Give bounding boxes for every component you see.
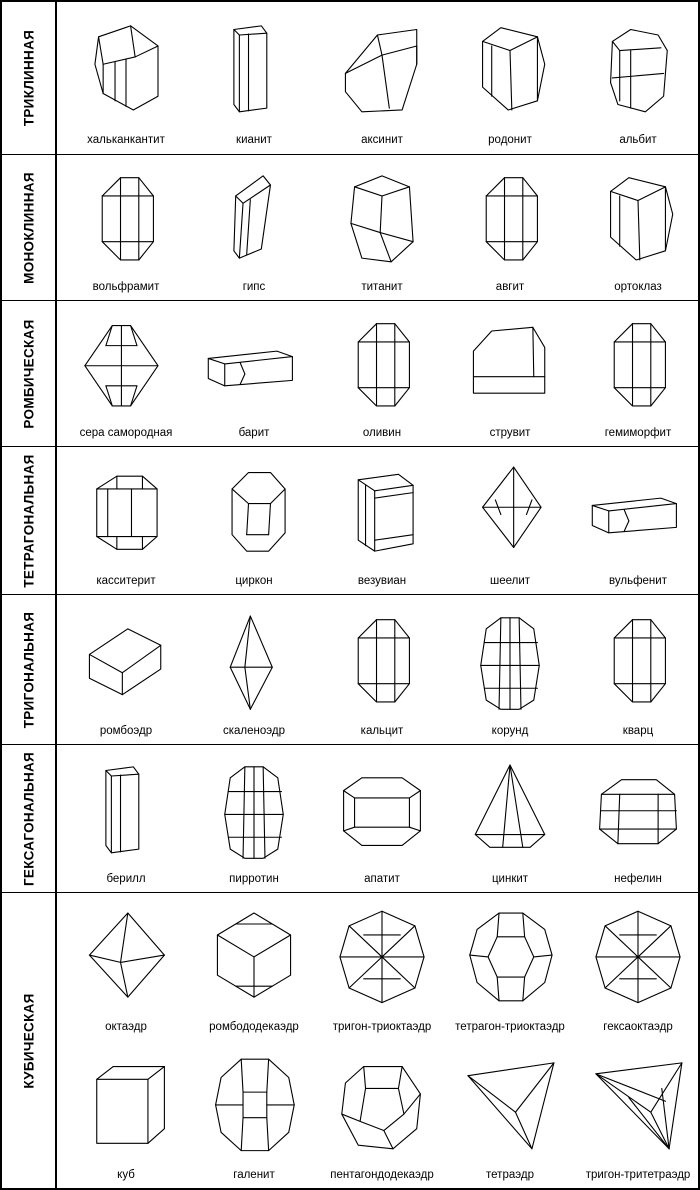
crystal-drawing bbox=[574, 301, 700, 425]
crystal-label: ромбододекаэдр bbox=[209, 1021, 299, 1033]
crystal-label: пентагондодекаэдр bbox=[330, 1169, 434, 1181]
system-name: КУБИЧЕСКАЯ bbox=[21, 993, 36, 1089]
crystal-figure bbox=[190, 2, 318, 154]
crystal-label: ортоклаз bbox=[614, 281, 662, 293]
crystal-drawing bbox=[62, 893, 190, 1019]
crystal-figure bbox=[190, 447, 318, 595]
crystal-figure bbox=[446, 301, 574, 447]
crystal-label: пирротин bbox=[229, 873, 279, 885]
system-name: ГЕКСАГОНАЛЬНАЯ bbox=[21, 751, 36, 887]
system-row bbox=[2, 892, 698, 1189]
crystal-figure bbox=[190, 1041, 318, 1189]
system-name: ТЕТРАГОНАЛЬНАЯ bbox=[21, 454, 36, 588]
crystal-figure bbox=[190, 155, 318, 301]
system-row bbox=[2, 744, 698, 893]
crystal-figure bbox=[62, 595, 190, 745]
crystal-drawing bbox=[318, 745, 446, 871]
crystal-drawing bbox=[62, 155, 190, 279]
crystal-figure bbox=[318, 745, 446, 893]
crystal-drawing bbox=[574, 2, 700, 132]
crystal-label: гексаоктаэдр bbox=[603, 1021, 673, 1033]
crystal-drawing bbox=[62, 595, 190, 723]
crystal-figure bbox=[574, 745, 700, 893]
crystal-label: родонит bbox=[488, 134, 532, 146]
crystal-label: хальканкантит bbox=[87, 134, 165, 146]
crystal-label: везувиан bbox=[357, 575, 407, 587]
crystal-drawing bbox=[190, 1041, 318, 1167]
crystal-figure bbox=[190, 301, 318, 447]
crystal-figure bbox=[446, 893, 574, 1041]
crystal-figure bbox=[62, 2, 190, 154]
crystal-figure bbox=[574, 447, 700, 595]
crystal-figure bbox=[446, 595, 574, 745]
crystal-figure bbox=[574, 155, 700, 301]
crystal-drawing bbox=[62, 745, 190, 871]
crystal-label: аксинит bbox=[361, 134, 403, 146]
crystal-drawing bbox=[62, 2, 190, 132]
crystal-label: нефелин bbox=[614, 873, 662, 885]
crystal-figure bbox=[318, 893, 446, 1041]
system-row bbox=[2, 2, 698, 154]
crystal-figure bbox=[318, 1041, 446, 1189]
crystal-label: кальцит bbox=[360, 725, 404, 737]
system-name: РОМБИЧЕСКАЯ bbox=[21, 319, 36, 429]
crystal-label: титанит bbox=[361, 281, 403, 293]
crystal-label: берилл bbox=[106, 873, 146, 885]
system-name: ТРИКЛИННАЯ bbox=[21, 29, 36, 127]
crystal-label: скаленоэдр bbox=[222, 725, 285, 737]
crystal-drawing bbox=[190, 893, 318, 1019]
crystal-drawing bbox=[318, 301, 446, 425]
crystal-figure bbox=[62, 447, 190, 595]
crystal-label: ромбоэдр bbox=[99, 725, 153, 737]
crystal-label: куб bbox=[117, 1169, 135, 1181]
crystal-figure bbox=[318, 595, 446, 745]
crystal-figure bbox=[318, 301, 446, 447]
crystal-drawing bbox=[190, 447, 318, 573]
crystal-drawing bbox=[446, 2, 574, 132]
crystal-drawing bbox=[190, 2, 318, 132]
crystal-label: цинкит bbox=[491, 873, 529, 885]
crystal-label: октаэдр bbox=[105, 1021, 147, 1033]
crystal-figure bbox=[62, 155, 190, 301]
crystal-label: вольфрамит bbox=[92, 281, 160, 293]
crystal-drawing bbox=[446, 301, 574, 425]
crystal-figure bbox=[574, 1041, 700, 1189]
crystal-figure bbox=[318, 447, 446, 595]
crystal-label: авгит bbox=[495, 281, 525, 293]
system-row bbox=[2, 594, 698, 745]
crystal-drawing bbox=[190, 155, 318, 279]
crystal-label: касситерит bbox=[96, 575, 156, 587]
crystal-label: оливин bbox=[362, 427, 402, 439]
crystal-drawing bbox=[62, 1041, 190, 1167]
crystal-figure bbox=[446, 745, 574, 893]
crystal-label: тетраэдр bbox=[486, 1169, 534, 1181]
crystal-drawing bbox=[318, 155, 446, 279]
crystal-figure bbox=[574, 893, 700, 1041]
crystal-drawing bbox=[446, 155, 574, 279]
system-name: ТРИГОНАЛЬНАЯ bbox=[21, 611, 36, 729]
system-label bbox=[2, 893, 57, 1189]
crystal-drawing bbox=[62, 447, 190, 573]
crystal-label: тригон-триоктаэдр bbox=[332, 1021, 432, 1033]
crystal-drawing bbox=[574, 155, 700, 279]
crystal-drawing bbox=[62, 301, 190, 425]
crystal-drawing bbox=[190, 745, 318, 871]
crystal-label: кварц bbox=[622, 725, 654, 737]
crystal-drawing bbox=[190, 595, 318, 723]
crystal-label: гемиморфит bbox=[604, 427, 672, 439]
crystal-label: галенит bbox=[233, 1169, 275, 1181]
system-label bbox=[2, 301, 57, 447]
crystal-drawing bbox=[318, 893, 446, 1019]
crystal-figure bbox=[62, 745, 190, 893]
crystal-label: сера самородная bbox=[79, 427, 173, 439]
crystal-drawing bbox=[446, 1041, 574, 1167]
crystal-label: циркон bbox=[235, 575, 273, 587]
crystal-label: вульфенит bbox=[609, 575, 667, 587]
crystal-figure bbox=[62, 1041, 190, 1189]
crystal-drawing bbox=[318, 595, 446, 723]
crystal-drawing bbox=[318, 1041, 446, 1167]
system-label bbox=[2, 2, 57, 154]
system-row bbox=[2, 154, 698, 301]
crystal-drawing bbox=[446, 595, 574, 723]
system-name: МОНОКЛИННАЯ bbox=[21, 172, 36, 284]
crystal-figure bbox=[318, 2, 446, 154]
crystal-figure bbox=[190, 595, 318, 745]
crystal-drawing bbox=[446, 893, 574, 1019]
crystal-figure bbox=[446, 447, 574, 595]
crystal-label: альбит bbox=[619, 134, 657, 146]
crystal-label: апатит bbox=[364, 873, 400, 885]
crystal-figure bbox=[446, 155, 574, 301]
system-row bbox=[2, 446, 698, 595]
crystal-drawing bbox=[190, 301, 318, 425]
crystal-figure bbox=[446, 2, 574, 154]
crystal-drawing bbox=[574, 447, 700, 573]
crystal-figure bbox=[318, 155, 446, 301]
system-label bbox=[2, 595, 57, 745]
system-label bbox=[2, 745, 57, 893]
crystal-figure bbox=[574, 2, 700, 154]
crystal-drawing bbox=[574, 595, 700, 723]
crystal-label: барит bbox=[238, 427, 270, 439]
crystal-label: шеелит bbox=[489, 575, 531, 587]
crystal-figure bbox=[574, 301, 700, 447]
crystal-drawing bbox=[446, 745, 574, 871]
crystal-label: корунд bbox=[491, 725, 529, 737]
crystal-figure bbox=[190, 745, 318, 893]
system-row bbox=[2, 300, 698, 447]
crystal-label: гипс bbox=[242, 281, 266, 293]
crystal-label: тригон-тритетраэдр bbox=[585, 1169, 691, 1181]
crystal-figure bbox=[446, 1041, 574, 1189]
crystal-label: тетрагон-триоктаэдр bbox=[455, 1021, 565, 1033]
crystal-figure bbox=[574, 595, 700, 745]
crystal-figure bbox=[62, 301, 190, 447]
system-label bbox=[2, 155, 57, 301]
crystal-label: кианит bbox=[236, 134, 272, 146]
system-label bbox=[2, 447, 57, 595]
crystal-figure bbox=[190, 893, 318, 1041]
crystal-figure bbox=[62, 893, 190, 1041]
crystal-drawing bbox=[318, 447, 446, 573]
crystal-drawing bbox=[446, 447, 574, 573]
crystal-drawing bbox=[574, 893, 700, 1019]
crystal-drawing bbox=[574, 745, 700, 871]
crystal-label: струвит bbox=[489, 427, 531, 439]
crystal-drawing bbox=[574, 1041, 700, 1167]
crystal-drawing bbox=[318, 2, 446, 132]
